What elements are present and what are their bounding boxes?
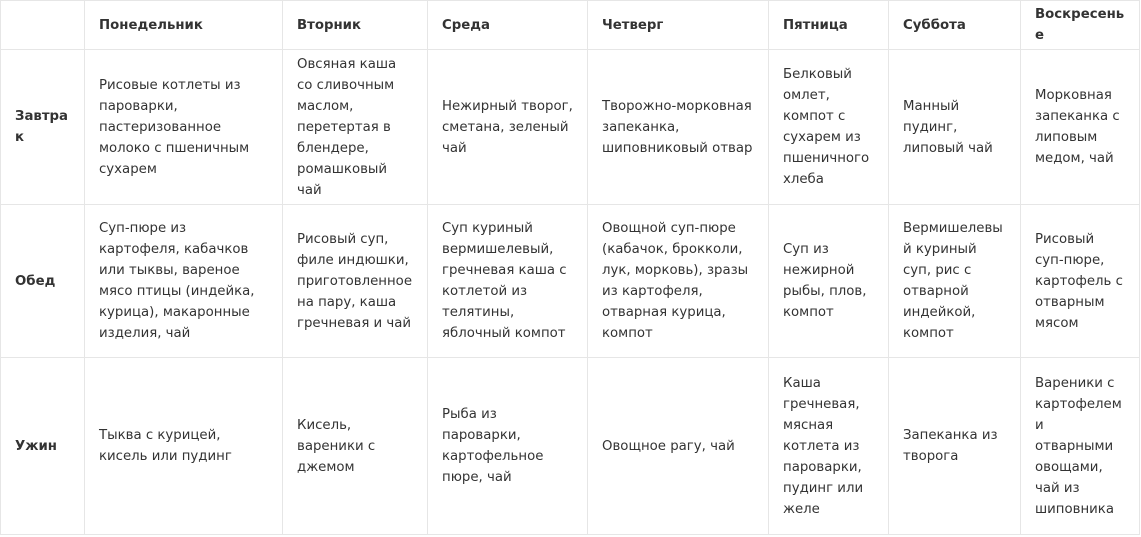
table-row-dinner bbox=[1, 358, 1140, 535]
table-header-row bbox=[1, 1, 1140, 50]
breakfast-saturday: Манный пудинг, липовый чай bbox=[889, 50, 1021, 205]
breakfast-friday: Белковый омлет, компот с сухарем из пшеничного хлеба bbox=[769, 50, 889, 205]
header-friday: Пятница bbox=[769, 1, 889, 50]
lunch-sunday: Рисовый суп-пюре, картофель с отварным мясом bbox=[1021, 205, 1140, 358]
dinner-sunday: Вареники с картофелем и отварными овощами, чай из шиповника bbox=[1021, 358, 1140, 535]
breakfast-thursday: Творожно-морковная запеканка, шиповниковый отвар bbox=[588, 50, 769, 205]
breakfast-monday: Рисовые котлеты из пароварки, пастеризованное молоко с пшеничным сухарем bbox=[85, 50, 283, 205]
dinner-friday: Каша гречневая, мясная котлета из пароварки, пудинг или желе bbox=[769, 358, 889, 535]
dinner-monday: Тыква с курицей, кисель или пудинг bbox=[85, 358, 283, 535]
lunch-wednesday: Суп куриный вермишелевый, гречневая каша с котлетой из телятины, яблочный компот bbox=[428, 205, 588, 358]
lunch-tuesday: Рисовый суп, филе индюшки, приготовленное на пару, каша гречневая и чай bbox=[283, 205, 428, 358]
dinner-saturday: Запеканка из творога bbox=[889, 358, 1021, 535]
header-monday: Понедельник bbox=[85, 1, 283, 50]
header-saturday: Суббота bbox=[889, 1, 1021, 50]
lunch-thursday: Овощной суп-пюре (кабачок, брокколи, лук, морковь), зразы из картофеля, отварная курица, компот bbox=[588, 205, 769, 358]
dinner-tuesday: Кисель, вареники с джемом bbox=[283, 358, 428, 535]
breakfast-sunday: Морковная запеканка с липовым медом, чай bbox=[1021, 50, 1140, 205]
meal-label-breakfast: Завтрак bbox=[1, 50, 85, 205]
corner-cell bbox=[1, 1, 85, 50]
header-wednesday: Среда bbox=[428, 1, 588, 50]
meal-label-dinner: Ужин bbox=[1, 358, 85, 535]
breakfast-wednesday: Нежирный творог, сметана, зеленый чай bbox=[428, 50, 588, 205]
lunch-friday: Суп из нежирной рыбы, плов, компот bbox=[769, 205, 889, 358]
dinner-wednesday: Рыба из пароварки, картофельное пюре, чай bbox=[428, 358, 588, 535]
table-row-breakfast bbox=[1, 50, 1140, 205]
lunch-monday: Суп-пюре из картофеля, кабачков или тыквы, вареное мясо птицы (индейка, курица), макаронные изделия, чай bbox=[85, 205, 283, 358]
dinner-thursday: Овощное рагу, чай bbox=[588, 358, 769, 535]
breakfast-tuesday: Овсяная каша со сливочным маслом, перетертая в блендере, ромашковый чай bbox=[283, 50, 428, 205]
header-thursday: Четверг bbox=[588, 1, 769, 50]
header-sunday: Воскресенье bbox=[1021, 1, 1140, 50]
lunch-saturday: Вермишелевый куриный суп, рис с отварной индейкой, компот bbox=[889, 205, 1021, 358]
table-row-lunch bbox=[1, 205, 1140, 358]
meal-label-lunch: Обед bbox=[1, 205, 85, 358]
header-tuesday: Вторник bbox=[283, 1, 428, 50]
